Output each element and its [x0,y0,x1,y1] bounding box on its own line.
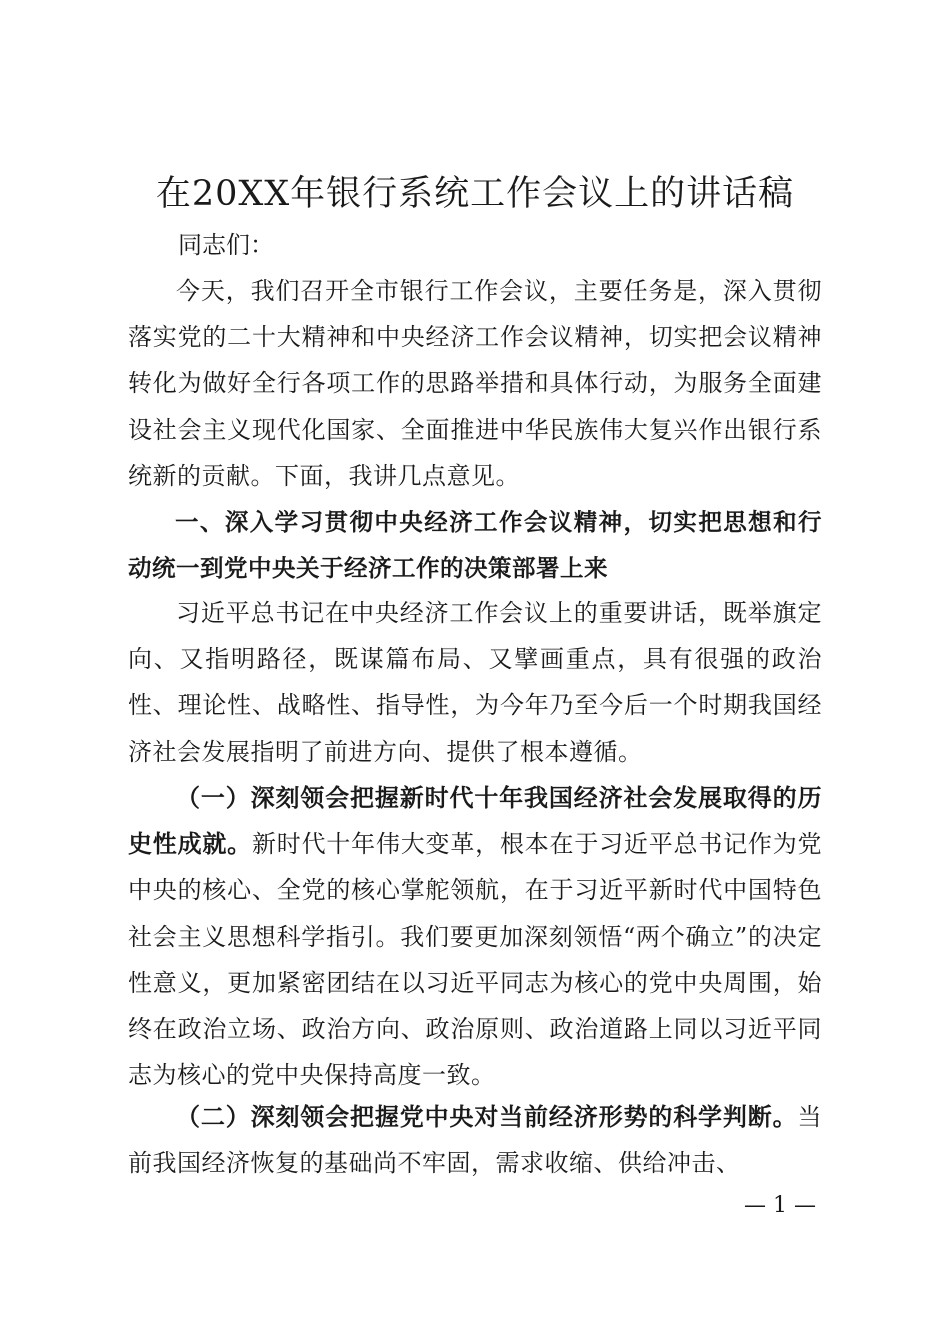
section-1-heading: 一、深入学习贯彻中央经济工作会议精神，切实把思想和行动统一到党中央关于经济工作的决策部署上来 [128,508,822,583]
subsection-2-lead: （二）深刻领会把握党中央对当前经济形势的科学判断。 [176,1102,798,1131]
section-1-paragraph: 习近平总书记在中央经济工作会议上的重要讲话，既举旗定向、又指明路径，既谋篇布局、又擘画重点，具有很强的政治性、理论性、战略性、指导性，为今年乃至今后一个时期我国经济社会发展指明了前进方向、提供了根本遵循。 [128,599,822,766]
subsection-2-body: 当前我国经济恢复的基础尚不牢固，需求收缩、供给冲击、 [128,1103,822,1178]
page-number: — 1 — [744,1193,816,1218]
intro-paragraph: 今天，我们召开全市银行工作会议，主要任务是，深入贯彻落实党的二十大精神和中央经济工作会议精神，切实把会议精神转化为做好全行各项工作的思路举措和具体行动，为服务全面建设社会主义现代化国家、全面推进中华民族伟大复兴作出银行系统新的贡献。下面，我讲几点意见。 [128,277,822,490]
greeting: 同志们： [178,231,274,259]
subsection-1-paragraph [128,775,822,1098]
subsection-2-paragraph [128,1094,822,1186]
subsection-1-body: 新时代十年伟大变革，根本在于习近平总书记作为党中央的核心、全党的核心掌舵领航，在于习近平新时代中国特色社会主义思想科学指引。我们要更加深刻领悟“两个确立”的决定性意义，更加紧密团结在以习近平同志为核心的党中央周围，始终在政治立场、政治方向、政治原则、政治道路上同以习近平同志为核心的党中央保持高度一致。 [128,830,823,1090]
subsection-1-lead: （一）深刻领会把握新时代十年我国经济社会发展取得的历史性成就。 [128,783,822,859]
document-title: 在20XX年银行系统工作会议上的讲话稿 [155,174,795,214]
